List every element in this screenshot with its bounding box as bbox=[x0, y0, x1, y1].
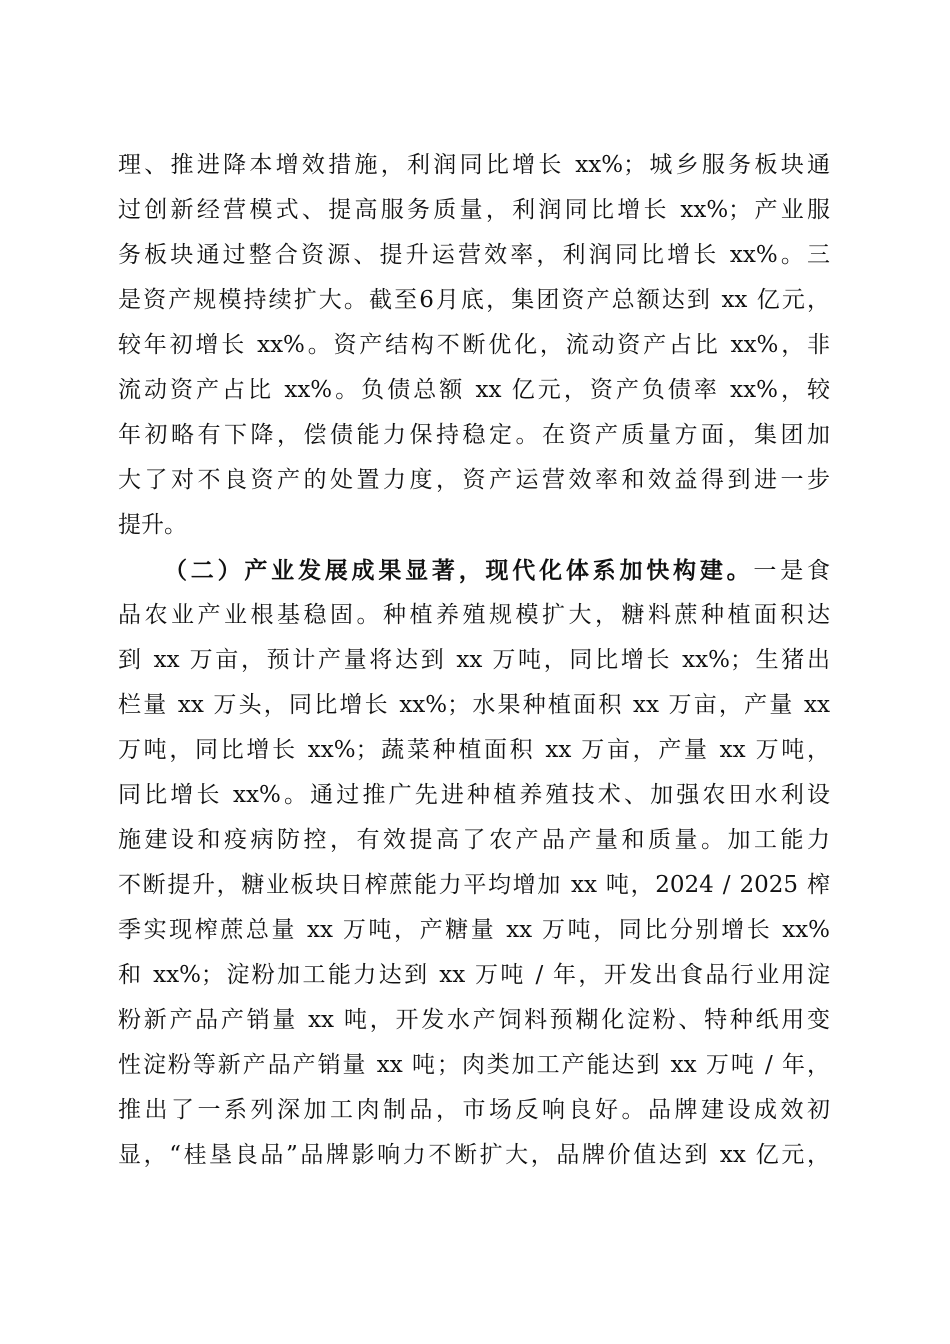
text-line: 显，“桂垦良品”品牌影响力不断扩大，品牌价值达到 xx 亿元， bbox=[118, 1142, 830, 1168]
text-line: 务板块通过整合资源、提升运营效率，利润同比增长 xx%。三 bbox=[118, 242, 830, 268]
text-line: 和 xx%；淀粉加工能力达到 xx 万吨 / 年，开发出食品行业用淀 bbox=[118, 962, 830, 988]
text-line: 是资产规模持续扩大。截至6月底，集团资产总额达到 xx 亿元， bbox=[118, 287, 830, 313]
section-first-line-rest: 一是食 bbox=[753, 558, 831, 584]
text-line: 流动资产占比 xx%。负债总额 xx 亿元，资产负债率 xx%，较 bbox=[118, 377, 830, 403]
text-line: 不断提升，糖业板块日榨蔗能力平均增加 xx 吨，2024 / 2025 榨 bbox=[118, 872, 830, 898]
text-line: 施建设和疫病防控，有效提高了农产品产量和质量。加工能力 bbox=[118, 827, 830, 853]
text-line: 栏量 xx 万头，同比增长 xx%；水果种植面积 xx 万亩，产量 xx bbox=[118, 692, 830, 718]
text-line: 年初略有下降，偿债能力保持稳定。在资产质量方面，集团加 bbox=[118, 422, 830, 448]
text-line: 到 xx 万亩，预计产量将达到 xx 万吨，同比增长 xx%；生猪出 bbox=[118, 647, 830, 673]
paragraph-2 bbox=[118, 548, 830, 1178]
paragraph-1 bbox=[118, 143, 830, 548]
text-line: 同比增长 xx%。通过推广先进种植养殖技术、加强农田水利设 bbox=[118, 782, 830, 808]
text-line: 大了对不良资产的处置力度，资产运营效率和效益得到进一步 bbox=[118, 467, 830, 493]
text-line: 粉新产品产销量 xx 吨，开发水产饲料预糊化淀粉、特种纸用变 bbox=[118, 1007, 830, 1033]
text-line: 提升。 bbox=[118, 512, 187, 538]
section-first-line bbox=[118, 548, 830, 593]
text-line: 品农业产业根基稳固。种植养殖规模扩大，糖料蔗种植面积达 bbox=[118, 602, 830, 628]
text-line: 季实现榨蔗总量 xx 万吨，产糖量 xx 万吨，同比分别增长 xx% bbox=[118, 917, 830, 943]
text-line: 较年初增长 xx%。资产结构不断优化，流动资产占比 xx%，非 bbox=[118, 332, 830, 358]
body-text bbox=[118, 143, 830, 1178]
text-line: 理、推进降本增效措施，利润同比增长 xx%；城乡服务板块通 bbox=[118, 152, 830, 178]
text-line: 性淀粉等新产品产销量 xx 吨；肉类加工产能达到 xx 万吨 / 年， bbox=[118, 1052, 830, 1078]
text-line: 万吨，同比增长 xx%；蔬菜种植面积 xx 万亩，产量 xx 万吨， bbox=[118, 737, 830, 763]
text-line: 过创新经营模式、提高服务质量，利润同比增长 xx%；产业服 bbox=[118, 197, 830, 223]
section-heading: （二）产业发展成果显著，现代化体系加快构建。 bbox=[164, 557, 754, 584]
text-line: 推出了一系列深加工肉制品，市场反响良好。品牌建设成效初 bbox=[118, 1097, 830, 1123]
